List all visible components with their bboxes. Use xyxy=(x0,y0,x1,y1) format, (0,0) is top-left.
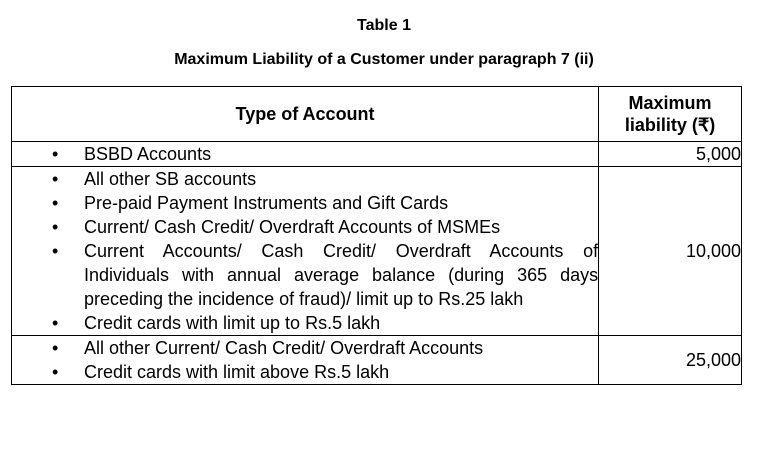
account-type-item: • All other SB accounts xyxy=(12,167,598,191)
header-type-of-account: Type of Account xyxy=(12,87,599,142)
table-row xyxy=(12,142,742,167)
account-type-item: • BSBD Accounts xyxy=(12,142,598,166)
table-row xyxy=(12,167,742,336)
account-type-item: • Current Accounts/ Cash Credit/ Overdraft Accounts of Individuals with annual average balance (during 365 days preceding the incidence of fraud)/ limit up to Rs.25 lakh xyxy=(12,239,598,311)
table-caption: Maximum Liability of a Customer under paragraph 7 (ii) xyxy=(174,51,594,68)
header-row xyxy=(12,87,742,142)
account-type-item: • Current/ Cash Credit/ Overdraft Accounts of MSMEs xyxy=(12,215,598,239)
account-types-cell xyxy=(12,336,599,385)
table-number: Table 1 xyxy=(357,17,411,34)
header-maximum-line2: liability (₹) xyxy=(624,115,716,135)
max-liability-amount: 10,000 xyxy=(599,167,742,336)
max-liability-amount: 25,000 xyxy=(599,336,742,385)
liability-table xyxy=(11,86,742,385)
header-maximum-line1: Maximum xyxy=(628,93,712,113)
header-maximum-liability xyxy=(599,87,742,142)
account-type-item: • Pre-paid Payment Instruments and Gift Cards xyxy=(12,191,598,215)
account-type-item: • Credit cards with limit above Rs.5 lakh xyxy=(12,360,598,384)
table-row xyxy=(12,336,742,385)
account-types-cell xyxy=(12,142,599,167)
account-type-item: • Credit cards with limit up to Rs.5 lakh xyxy=(12,311,598,335)
max-liability-amount: 5,000 xyxy=(599,142,742,167)
account-type-item: • All other Current/ Cash Credit/ Overdraft Accounts xyxy=(12,336,598,360)
account-types-cell xyxy=(12,167,599,336)
